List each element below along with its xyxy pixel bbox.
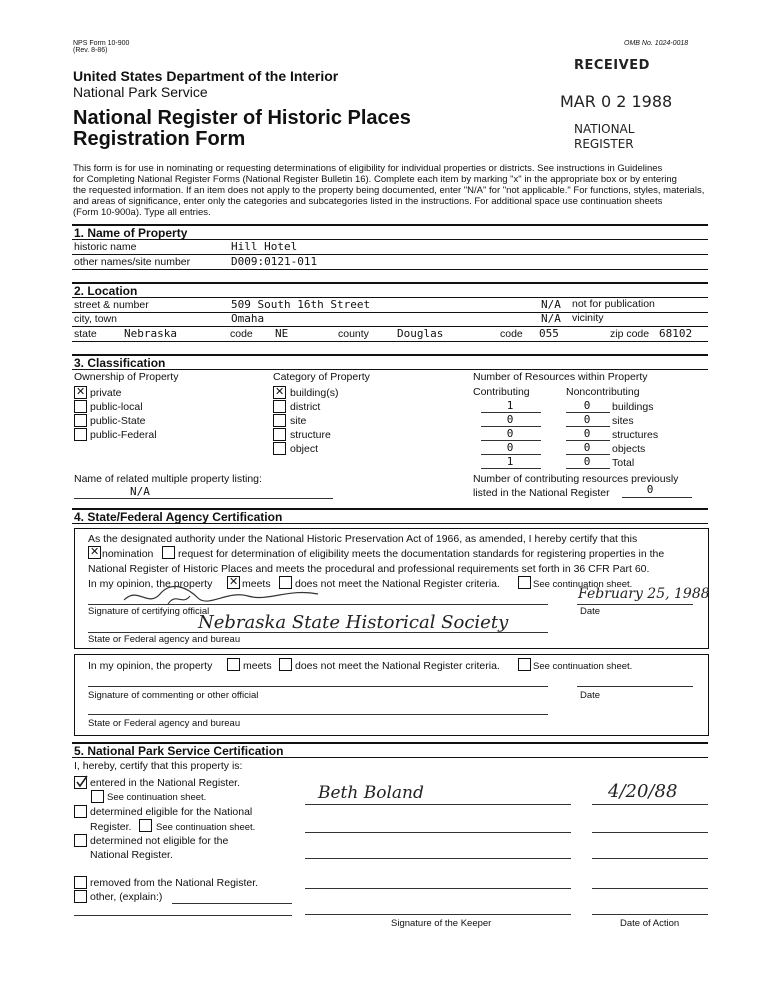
divider [88,632,548,633]
historic-name-value[interactable]: Hill Hotel [231,240,298,253]
category-district-label: district [290,401,321,413]
keeper-signature-label: Signature of the Keeper [391,918,492,929]
agency-bureau-2-label: State or Federal agency and bureau [88,718,241,729]
eligible-continuation-label: See continuation sheet. [156,822,256,833]
received-stamp: RECEIVED [574,58,650,73]
form-id: NPS Form 10-900 [73,40,130,47]
signature-commenting-label: Signature of commenting or other official [88,690,259,701]
previously-listed-label-1: Number of contributing resources previously [473,473,679,485]
handwritten-action-date: 4/20/88 [608,781,678,802]
code-label: code [230,328,253,340]
divider [577,604,693,605]
contributing-objects[interactable]: 0 [506,441,514,454]
contributing-structures[interactable]: 0 [506,427,514,440]
noncontributing-sites[interactable]: 0 [583,413,591,426]
divider [305,914,571,915]
state-value[interactable]: Nebraska [124,327,177,340]
cert-para-line-3: National Register of Historic Places and meets the procedural and professional requirements set forth in 36 CFR Part 60. [88,563,650,575]
entered-label: entered in the National Register. [90,777,241,789]
continuation-sheet-checkbox[interactable] [518,576,531,589]
county-code-label: code [500,328,523,340]
not-for-publication-label: not for publication [572,298,655,310]
other-label: other, (explain:) [90,891,163,903]
meets-2-label: meets [243,660,272,672]
category-structure-label: structure [290,429,331,441]
noncontributing-total[interactable]: 0 [583,455,591,468]
county-label: county [338,328,369,340]
opinion-2-label: In my opinion, the property [88,660,213,672]
request-determination-label: request for determination of eligibility meets the documentation standards for registering properties in the [178,548,665,560]
omb-number: OMB No. 1024-0018 [624,40,689,47]
intro-line-3: the requested information. If an item does not apply to the property being documented, enter "N/A" for "not applicable." For functions, styles, materials, [73,185,705,196]
register-stamp: REGISTER [574,137,634,151]
other-explain-line [172,903,292,904]
signature-certifying-label: Signature of certifying official [88,606,210,617]
opinion-label: In my opinion, the property [88,578,213,590]
divider [88,686,548,687]
service: National Park Service [73,84,208,100]
divider [72,757,708,758]
divider [88,714,548,715]
total-label: Total [612,457,635,469]
divider [481,468,541,469]
section-5-heading: 5. National Park Service Certification [74,744,284,758]
multiple-listing-value[interactable]: N/A [130,485,150,498]
divider [592,914,708,915]
ownership-public-state-label: public-State [90,415,146,427]
vicinity-label: vicinity [572,312,604,324]
does-not-meet-2-checkbox[interactable] [279,658,292,671]
ownership-heading: Ownership of Property [74,371,179,383]
noncontributing-buildings[interactable]: 0 [583,399,591,412]
historic-name-label: historic name [74,241,137,253]
intro-line-1: This form is for use in nominating or requesting determinations of eligibility for individual properties or districts. See instructions in Guidelines [73,163,663,174]
divider [305,858,571,859]
category-object-label: object [290,443,319,455]
divider [72,312,708,313]
county-code-value[interactable]: 055 [539,327,559,340]
contributing-heading: Contributing [473,386,530,398]
divider [72,282,708,284]
does-not-meet-2-label: does not meet the National Register criteria. [295,660,500,672]
ownership-public-federal-label: public-Federal [90,429,157,441]
continuation-sheet-label: See continuation sheet. [533,579,633,590]
divider [592,832,708,833]
nomination-checkbox[interactable] [88,546,101,559]
zip-label: zip code [610,328,650,340]
other-explain-line-2 [74,915,292,916]
entered-checkbox[interactable] [74,776,87,789]
category-site-checkbox[interactable] [273,414,286,427]
divider [72,239,708,240]
ownership-public-state-checkbox[interactable] [74,414,87,427]
page-title: National Register of Historic Places [73,107,411,129]
divider [305,832,571,833]
divider [72,254,708,255]
contributing-total[interactable]: 1 [506,455,514,468]
noncontributing-heading: Noncontributing [566,386,640,398]
determined-eligible-label: determined eligible for the National [90,806,253,818]
previously-listed-value[interactable]: 0 [646,483,654,496]
date-of-action-label: Date of Action [620,918,680,929]
meets-2-checkbox[interactable] [227,658,240,671]
eligible-continuation-checkbox[interactable] [139,819,152,832]
category-buildings-label: building(s) [290,387,339,399]
removed-checkbox[interactable] [74,876,87,889]
form-rev: (Rev. 8-86) [73,47,108,54]
nomination-label: nomination [102,548,154,560]
divider [305,804,571,805]
nps-intro: I, hereby, certify that this property is: [74,760,243,772]
divider [592,804,708,805]
section-4-heading: 4. State/Federal Agency Certification [74,510,283,524]
previously-listed-label-2: listed in the National Register [473,487,610,499]
divider [88,604,548,605]
contributing-sites[interactable]: 0 [506,413,514,426]
department: United States Department of the Interior [73,68,339,84]
cert-para-line-1: As the designated authority under the National Historic Preservation Act of 1966, as amended, I hereby certify that this [88,533,638,545]
determined-not-eligible-label: determined not eligible for the [90,835,229,847]
category-object-checkbox[interactable] [273,442,286,455]
check-mark-icon [75,775,88,788]
divider [577,686,693,687]
divider [72,341,708,342]
determined-eligible-label-2: Register. [90,821,132,833]
category-district-checkbox[interactable] [273,400,286,413]
section-3-heading: 3. Classification [74,356,166,370]
does-not-meet-label: does not meet the National Register criteria. [295,578,500,590]
category-buildings-checkbox[interactable] [273,386,286,399]
intro-line-2: for Completing National Register Forms (National Register Bulletin 16). Complete each item by marking "x" in the appropriate box or by entering [73,174,677,185]
page-subtitle: Registration Form [73,128,246,150]
sites-label: sites [612,415,634,427]
ownership-public-federal-checkbox[interactable] [74,428,87,441]
continuation-sheet-2-label: See continuation sheet. [533,661,633,672]
city-value[interactable]: Omaha [231,312,265,325]
request-determination-checkbox[interactable] [162,546,175,559]
street-label: street & number [74,299,149,311]
noncontributing-objects[interactable]: 0 [583,441,591,454]
determined-not-eligible-checkbox[interactable] [74,834,87,847]
divider [305,888,571,889]
entered-continuation-label: See continuation sheet. [107,792,207,803]
national-stamp: NATIONAL [574,122,635,136]
handwritten-cert-date: February 25, 1988 [578,586,710,602]
date-label: Date [580,606,601,617]
other-checkbox[interactable] [74,890,87,903]
divider [72,369,708,370]
divider [72,354,708,356]
state-label: state [74,328,97,340]
code-value[interactable]: NE [275,327,289,340]
entered-continuation-checkbox[interactable] [91,790,104,803]
not-for-publication-na[interactable]: N/A [541,298,561,311]
category-structure-checkbox[interactable] [273,428,286,441]
ownership-private-label: private [90,387,122,399]
structures-label: structures [612,429,659,441]
intro-line-4: and areas of significance, enter only the categories and subcategories listed in the instructions. For additional space use continuation sheets [73,196,663,207]
other-names-value[interactable]: D009:0121-011 [231,255,318,268]
ownership-public-local-checkbox[interactable] [74,400,87,413]
keeper-signature: Beth Boland [318,783,424,803]
section-1-heading: 1. Name of Property [74,226,188,240]
divider [74,498,333,499]
divider [72,523,708,524]
category-site-label: site [290,415,307,427]
objects-label: objects [612,443,646,455]
handwritten-agency: Nebraska State Historical Society [198,612,509,633]
divider [72,269,708,270]
ownership-public-local-label: public-local [90,401,143,413]
county-value[interactable]: Douglas [397,327,444,340]
multiple-listing-label: Name of related multiple property listing: [74,473,262,485]
determined-eligible-checkbox[interactable] [74,805,87,818]
vicinity-na[interactable]: N/A [541,312,561,325]
street-value[interactable]: 509 South 16th Street [231,298,371,311]
removed-label: removed from the National Register. [90,877,259,889]
date-2-label: Date [580,690,601,701]
divider [622,497,692,498]
meets-label: meets [242,578,271,590]
ownership-private-checkbox[interactable] [74,386,87,399]
intro-line-5: (Form 10-900a). Type all entries. [73,207,211,218]
noncontributing-structures[interactable]: 0 [583,427,591,440]
resources-heading: Number of Resources within Property [473,371,648,383]
section-2-heading: 2. Location [74,284,138,298]
other-names-label: other names/site number [74,256,191,268]
buildings-label: buildings [612,401,654,413]
zip-value[interactable]: 68102 [659,327,693,340]
determined-not-eligible-label-2: National Register. [90,849,173,861]
agency-bureau-label: State or Federal agency and bureau [88,634,241,645]
contributing-buildings[interactable]: 1 [506,399,514,412]
city-label: city, town [74,313,117,325]
divider [566,468,610,469]
divider [592,858,708,859]
category-heading: Category of Property [273,371,370,383]
continuation-sheet-2-checkbox[interactable] [518,658,531,671]
received-date-stamp: MAR 0 2 1988 [560,92,673,111]
divider [592,888,708,889]
